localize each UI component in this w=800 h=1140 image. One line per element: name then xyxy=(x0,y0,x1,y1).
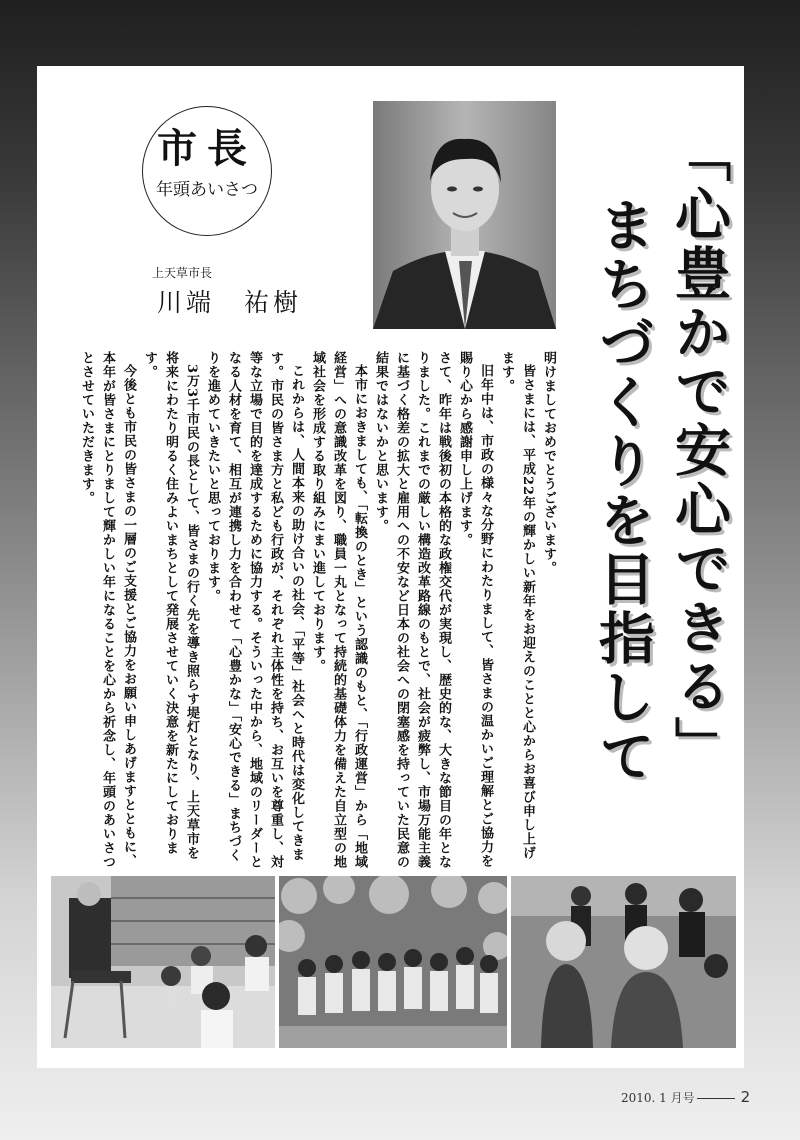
paragraph: これからは、人間本来の助け合いの社会、「平等」社会へと時代は変化してきます。市民の皆さま方と私ども行政が、それぞれ主体性を持ち、お互いを尊重し、対等な立場で目的を達成するために協力する。そういった中から、地域のリーダーとなる人材を育て、相互が連携し力を合わせて「心豊かな」「安心できる」まちづくりを進めていきたいと思っております。 xyxy=(205,351,304,869)
paragraph: 3万3千市民の長として、皆さまの行く先を導き照らす堤灯となり、上天草市を将来にわたり明るく住みよいまちとして発展させていく決意を新たにしております。 xyxy=(142,351,199,861)
headline xyxy=(584,126,736,886)
footer-rule xyxy=(697,1098,735,1099)
badge-title: 市長 xyxy=(157,126,257,172)
photo-reading-to-children xyxy=(51,876,275,1048)
issue-label: 2010. 1 月号 xyxy=(621,1091,695,1105)
greeting-text xyxy=(79,351,559,871)
mayor-name: 川端 祐樹 xyxy=(157,288,303,317)
badge-subtitle: 年頭あいさつ xyxy=(156,180,258,200)
paragraph: 本市におきましても、「転換のとき」という認識のもと、「行政運営」から「地域経営」への意識改革を図り、職員一丸となって持続的基礎体力を備えた自立型の地域社会を形成する取り組みにまい進しております。 xyxy=(310,351,367,869)
photo-strip xyxy=(51,876,736,1048)
title-badge xyxy=(142,106,272,236)
headline-line-1: 「心豊かで安心できる」 xyxy=(666,126,731,775)
paragraph: 皆さまには、平成22年の輝かしい新年をお迎えのことと心からお喜び申し上げます。 xyxy=(499,351,535,861)
page-footer xyxy=(621,1088,750,1106)
paragraph: さて、昨年は戦後初の本格的な政権交代が実現し、歴史的な、大きな節目の年となりました。これまでの厳しい構造改革路線のもとで、社会が疲弊し、市場万能主義に基づく格差の拡大と雇用への不安など日本の社会への閉塞感を持っていた民意の結果ではないかと思います。 xyxy=(373,351,451,869)
page-number: 2 xyxy=(740,1088,751,1106)
mayor-portrait xyxy=(373,101,556,329)
headline-line-2: まちづくりを目指して xyxy=(590,196,655,786)
photo-elders-and-children xyxy=(511,876,736,1048)
paragraph: 今後とも市民の皆さまの一層のご支援とご協力をお願い申しあげますとともに、本年が皆さまにとりまして輝かしい年になることを心から祈念し、年頭のあいさつとさせていただきます。 xyxy=(79,351,136,869)
page-sheet xyxy=(37,66,744,1068)
paragraph: 旧年中は、市政の様々な分野にわたりまして、皆さまの温かいご理解とご協力を賜り心から感謝申し上げます。 xyxy=(457,351,493,868)
paragraph: 明けましておめでとうございます。 xyxy=(541,351,556,575)
photo-children-group xyxy=(279,876,507,1048)
mayor-role: 上天草市長 xyxy=(152,266,213,280)
